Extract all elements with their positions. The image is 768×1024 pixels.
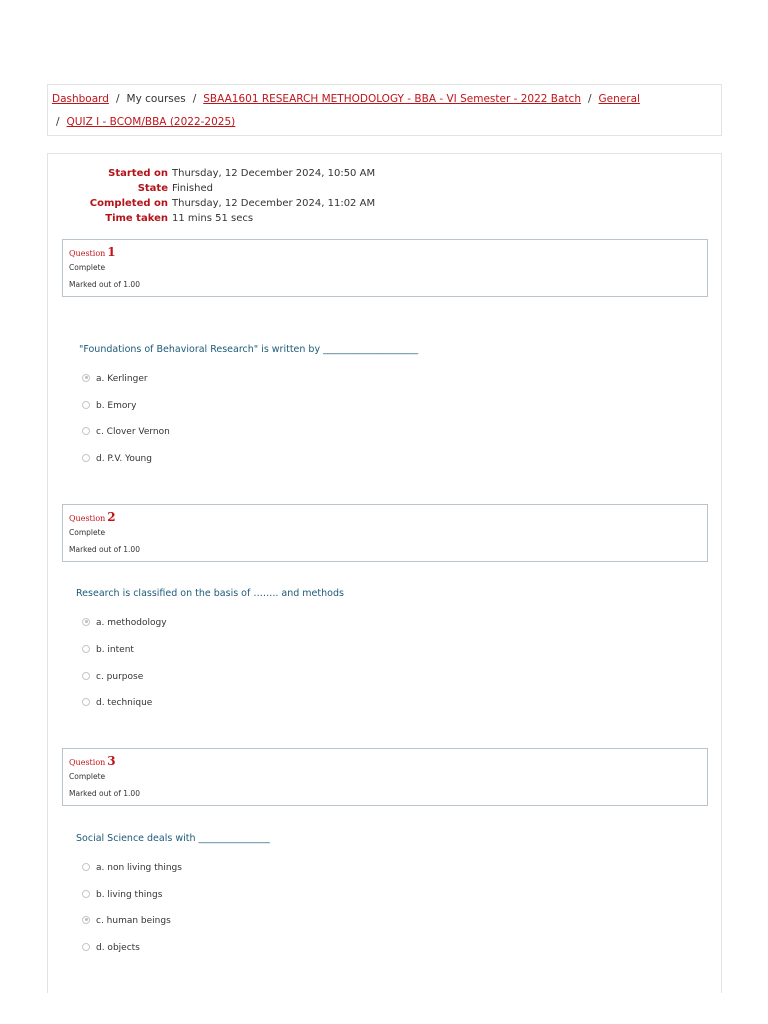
state-label: State [137, 183, 168, 194]
question-text-3: Social Science deals with _______________ [76, 833, 270, 844]
breadcrumb-line-1 [52, 93, 640, 105]
question-number: Question 3 [69, 754, 116, 768]
answer-option[interactable]: b. living things [82, 889, 162, 901]
summary-row-state [48, 183, 721, 198]
radio-button[interactable] [82, 916, 90, 924]
radio-button[interactable] [82, 645, 90, 653]
time-taken-value: 11 mins 51 secs [172, 213, 254, 224]
breadcrumb-section-link[interactable]: General [598, 93, 640, 105]
summary-row-time [48, 213, 721, 228]
radio-button[interactable] [82, 698, 90, 706]
started-on-value: Thursday, 12 December 2024, 10:50 AM [172, 168, 376, 179]
question-info-1 [62, 239, 708, 297]
answer-option[interactable]: a. methodology [82, 617, 167, 629]
started-on-label: Started on [108, 168, 168, 179]
breadcrumb-dashboard-link[interactable]: Dashboard [52, 93, 109, 105]
question-info-3 [62, 748, 708, 806]
radio-button[interactable] [82, 943, 90, 951]
radio-button[interactable] [82, 863, 90, 871]
breadcrumb-separator: / [56, 116, 60, 128]
time-taken-label: Time taken [105, 213, 168, 224]
question-marks: Marked out of 1.00 [69, 280, 140, 289]
answer-option[interactable]: b. intent [82, 644, 134, 656]
radio-button[interactable] [82, 672, 90, 680]
answer-option[interactable]: d. technique [82, 697, 152, 709]
summary-row-started [48, 168, 721, 183]
radio-button[interactable] [82, 890, 90, 898]
radio-button[interactable] [82, 427, 90, 435]
radio-button[interactable] [82, 618, 90, 626]
answer-option[interactable]: b. Emory [82, 400, 136, 412]
breadcrumb-line-2 [52, 116, 235, 128]
question-marks: Marked out of 1.00 [69, 789, 140, 798]
question-number: Question 1 [69, 245, 116, 259]
question-marks: Marked out of 1.00 [69, 545, 140, 554]
breadcrumb [47, 84, 722, 136]
radio-button[interactable] [82, 374, 90, 382]
question-info-2 [62, 504, 708, 562]
question-state: Complete [69, 528, 106, 537]
answer-option[interactable]: c. purpose [82, 671, 143, 683]
completed-on-label: Completed on [89, 198, 168, 209]
radio-button[interactable] [82, 454, 90, 462]
summary-row-completed [48, 198, 721, 213]
breadcrumb-my-courses: My courses [126, 93, 186, 105]
breadcrumb-course-link[interactable]: SBAA1601 RESEARCH METHODOLOGY - BBA - VI Semester - 2022 Batch [203, 93, 581, 105]
breadcrumb-separator: / [115, 93, 120, 105]
completed-on-value: Thursday, 12 December 2024, 11:02 AM [172, 198, 376, 209]
answer-option[interactable]: d. P.V. Young [82, 453, 152, 465]
question-number: Question 2 [69, 510, 116, 524]
question-state: Complete [69, 263, 106, 272]
answer-option[interactable]: a. Kerlinger [82, 373, 148, 385]
quiz-review-panel [47, 153, 722, 993]
breadcrumb-separator: / [588, 93, 592, 105]
answer-option[interactable]: d. objects [82, 942, 140, 954]
answer-option[interactable]: a. non living things [82, 862, 182, 874]
question-text-1: "Foundations of Behavioral Research" is written by ____________________ [79, 344, 419, 355]
question-state: Complete [69, 772, 106, 781]
answer-option[interactable]: c. human beings [82, 915, 171, 927]
radio-button[interactable] [82, 401, 90, 409]
question-text-2: Research is classified on the basis of …….. and methods [76, 588, 344, 599]
breadcrumb-quiz-link[interactable]: QUIZ I - BCOM/BBA (2022-2025) [66, 116, 236, 128]
state-value: Finished [172, 183, 213, 194]
breadcrumb-separator: / [192, 93, 197, 105]
answer-option[interactable]: c. Clover Vernon [82, 426, 170, 438]
